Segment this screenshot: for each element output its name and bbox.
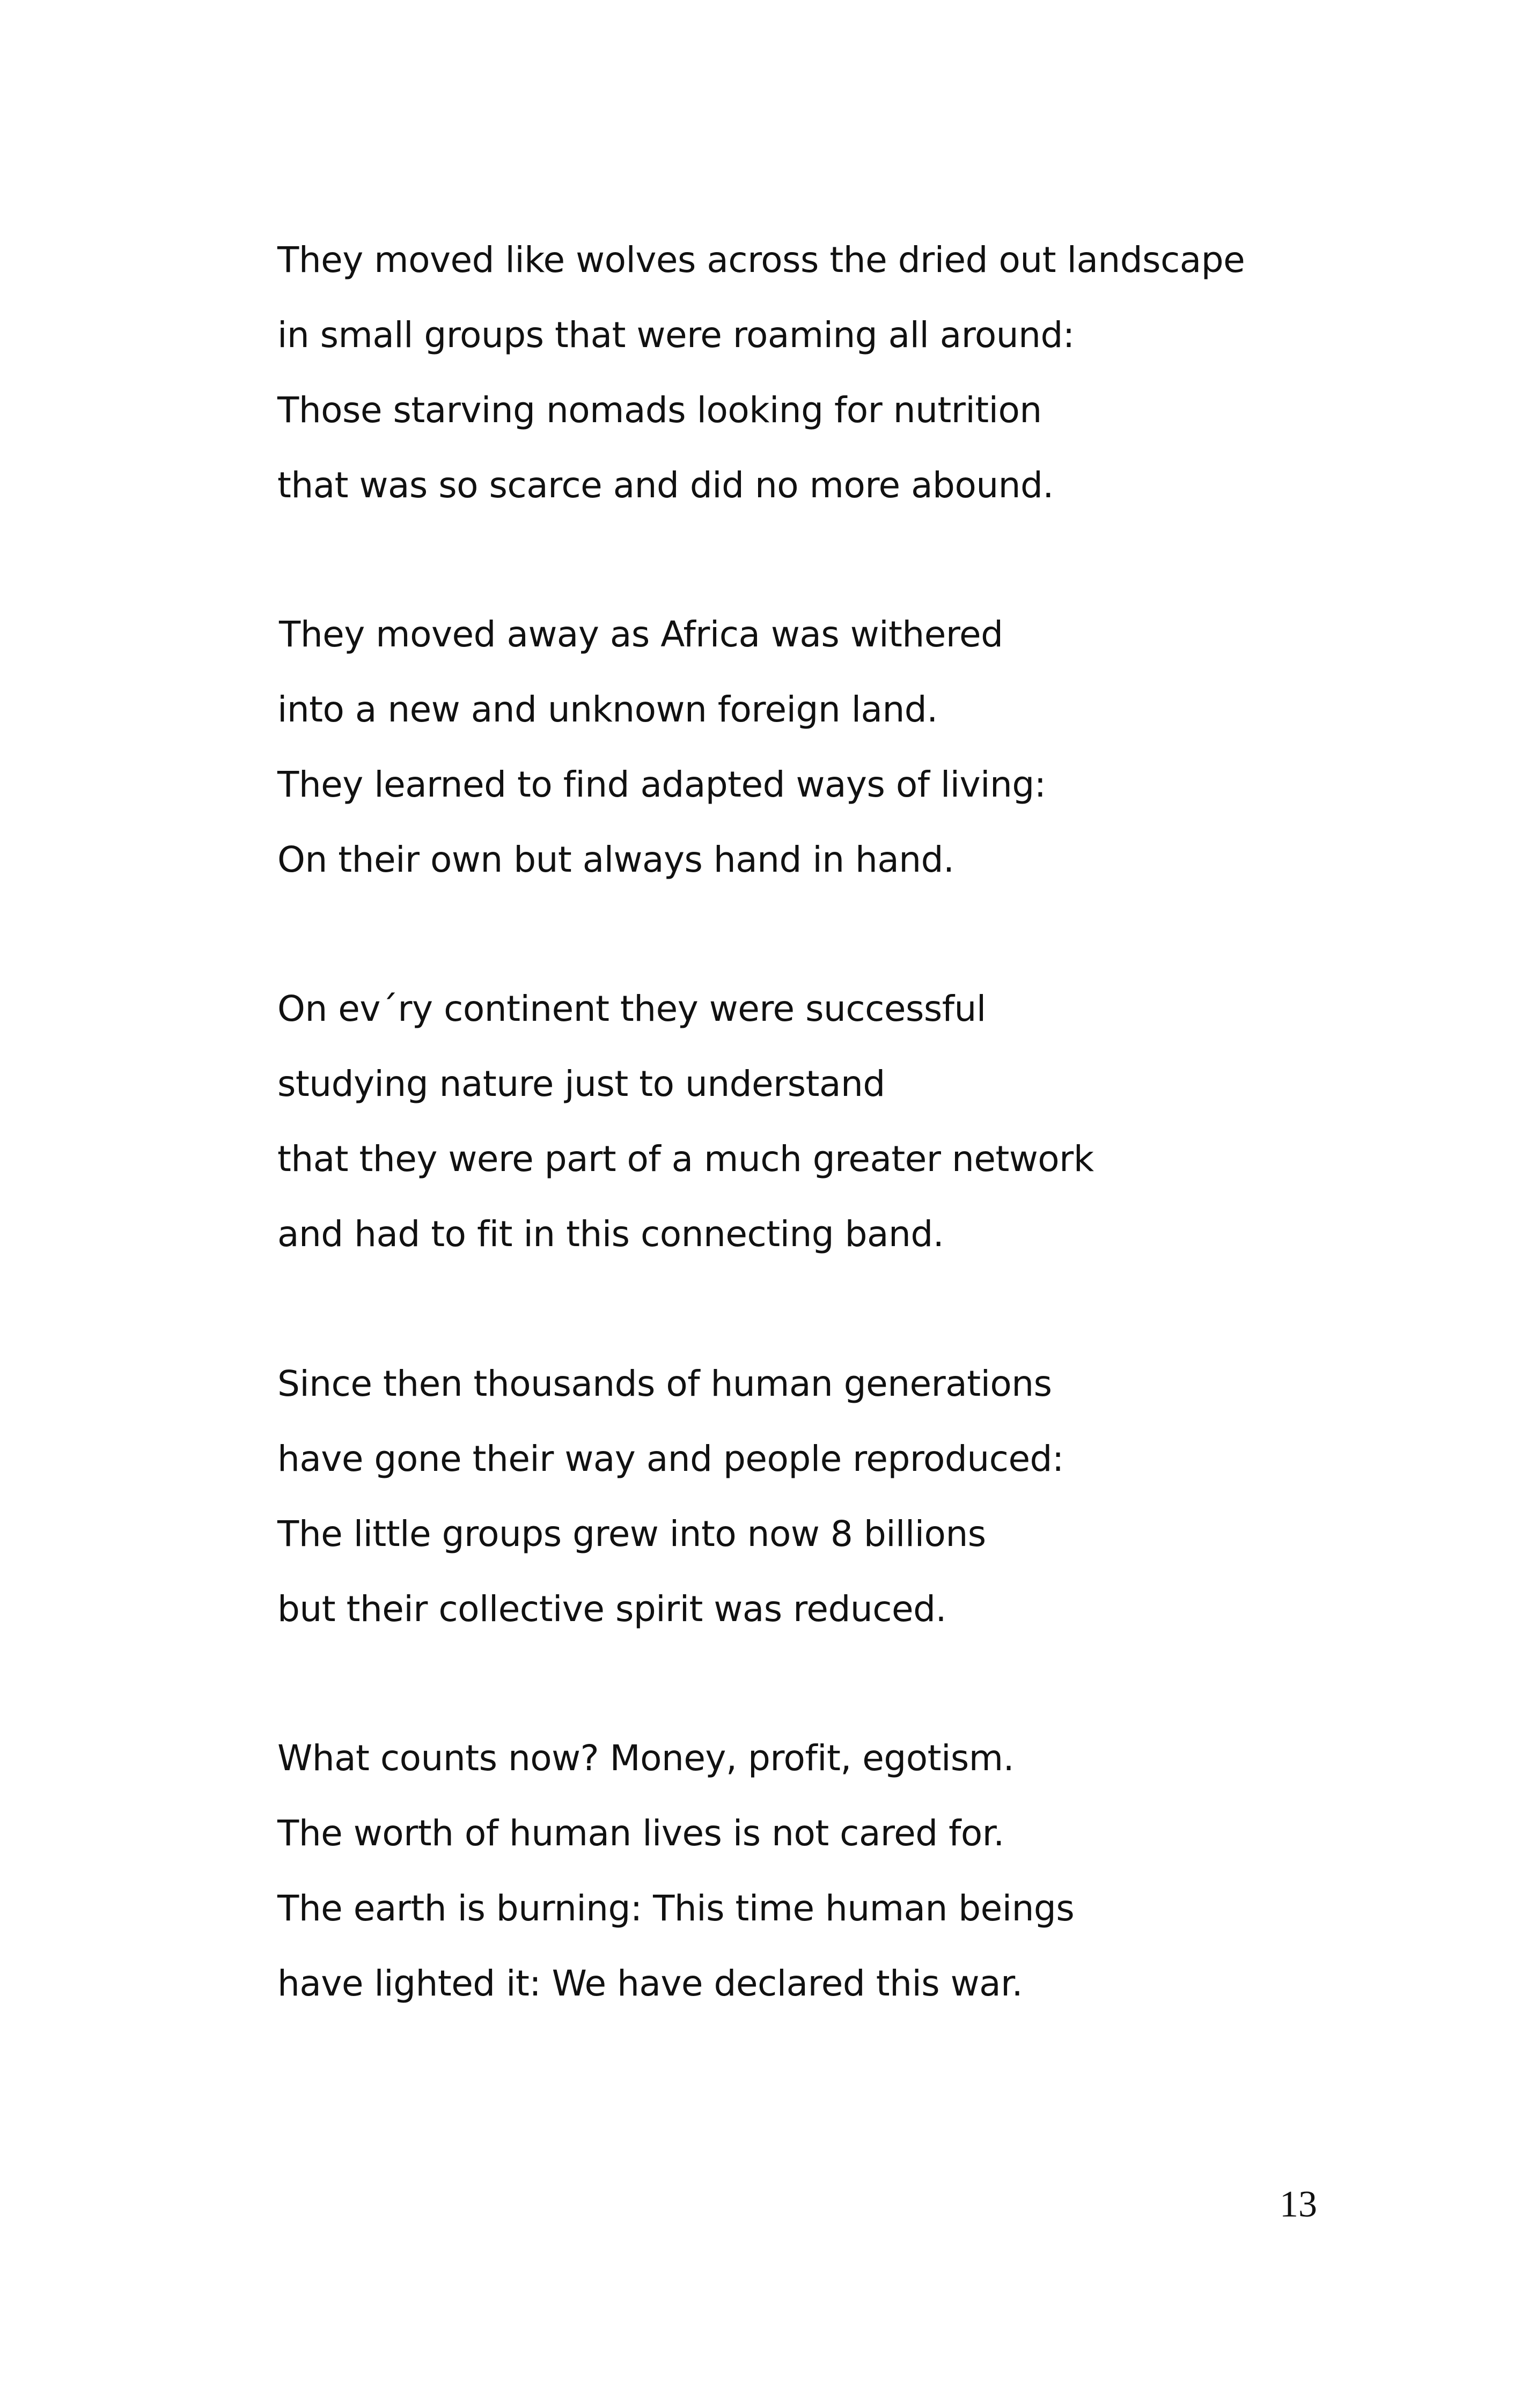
poem-line: have gone their way and people reproduced: [277, 1438, 1064, 1479]
poem-line: The worth of human lives is not cared for. [277, 1813, 1004, 1854]
poem-line: They moved away as Africa was withered [279, 614, 1003, 655]
poem-line: They learned to find adapted ways of living: [277, 764, 1046, 805]
poem-line: but their collective spirit was reduced. [277, 1588, 946, 1630]
poem-line: and had to fit in this connecting band. [277, 1213, 944, 1255]
poem-line: Those starving nomads looking for nutrition [277, 389, 1042, 431]
poem-line: studying nature just to understand [277, 1063, 885, 1104]
poem-line: that they were part of a much greater network [277, 1138, 1094, 1180]
poem-line: The earth is burning: This time human beings [277, 1888, 1075, 1929]
poem-line: What counts now? Money, profit, egotism. [277, 1737, 1015, 1779]
poem-line: have lighted it: We have declared this war. [277, 1963, 1023, 2004]
poem-line: On their own but always hand in hand. [277, 839, 954, 880]
poem-line: On ev´ry continent they were successful [277, 988, 986, 1029]
poem-line: They moved like wolves across the dried out landscape [277, 239, 1245, 281]
page-number: 13 [1280, 2184, 1317, 2225]
poem-line: The little groups grew into now 8 billions [277, 1513, 986, 1555]
poem-line: in small groups that were roaming all around: [277, 314, 1075, 356]
poem-line: into a new and unknown foreign land. [277, 689, 938, 730]
poem-line: that was so scarce and did no more abound. [277, 465, 1054, 506]
poem-line: Since then thousands of human generations [277, 1363, 1052, 1404]
